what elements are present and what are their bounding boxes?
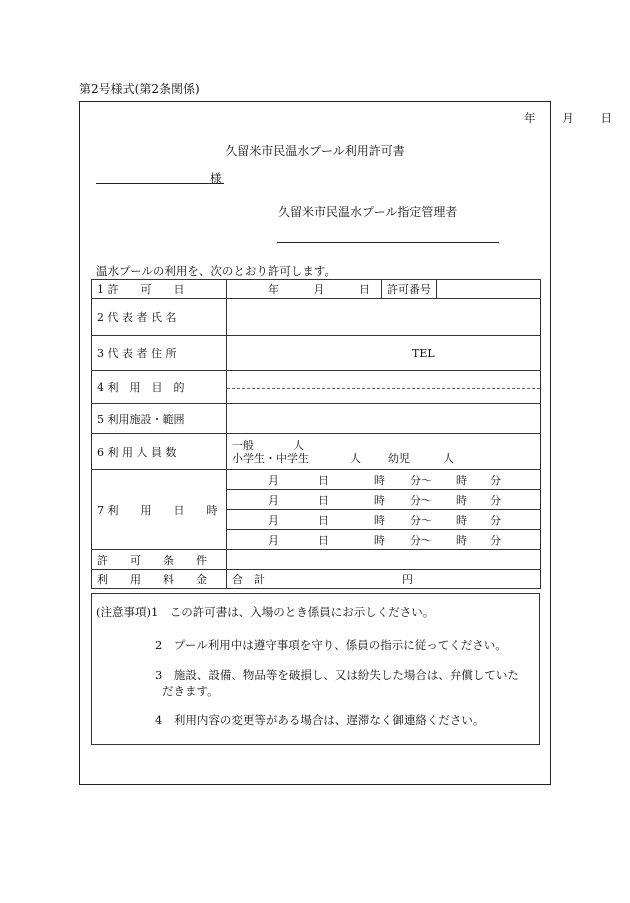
note-3: 3 施設、設備、物品等を破損し、又は紛失した場合は、弁償していた bbox=[155, 668, 519, 682]
note-1: (注意事項)1 この許可書は、入場のとき係員にお示しください。 bbox=[96, 605, 435, 619]
note-2: 2 プール利用中は遵守事項を守り、係員の指示に従ってください。 bbox=[155, 638, 507, 652]
slot-day: 日 bbox=[318, 493, 329, 507]
slot-hour-to: 時 bbox=[456, 533, 467, 547]
form-number: 第2号様式(第2条関係) bbox=[79, 82, 200, 96]
day-label: 日 bbox=[600, 111, 612, 125]
schedule-slot-2[interactable] bbox=[227, 490, 541, 510]
table-row bbox=[92, 371, 541, 404]
table-row bbox=[92, 404, 541, 434]
facility-label: 5 利用施設・範囲 bbox=[92, 404, 227, 434]
slot-minute-from: 分～ bbox=[410, 493, 432, 507]
permit-date-label: 1 許 可 日 bbox=[92, 280, 227, 299]
permit-number-field[interactable] bbox=[437, 280, 541, 299]
facility-field[interactable] bbox=[227, 404, 541, 434]
note-3-continued: だきます。 bbox=[162, 684, 219, 698]
purpose-field[interactable] bbox=[227, 371, 541, 404]
issuer-name: 久留米市民温水プール指定管理者 bbox=[278, 205, 458, 219]
schedule-label: 7 利 用 日 時 bbox=[92, 470, 227, 550]
slot-month: 月 bbox=[268, 513, 279, 527]
note-4: 4 利用内容の変更等がある場合は、遅滞なく御連絡ください。 bbox=[155, 713, 485, 727]
permit-table bbox=[91, 279, 541, 589]
slot-hour: 時 bbox=[374, 493, 385, 507]
people-general-label: 一般 bbox=[232, 438, 254, 452]
permit-month: 月 bbox=[313, 283, 325, 296]
permit-day: 日 bbox=[359, 283, 370, 296]
slot-month: 月 bbox=[268, 533, 279, 547]
year-label: 年 bbox=[524, 111, 536, 125]
notes-box bbox=[91, 593, 540, 745]
people-field[interactable] bbox=[227, 434, 541, 470]
purpose-label: 4 利 用 目 的 bbox=[92, 371, 227, 404]
slot-hour-to: 時 bbox=[456, 513, 467, 527]
permit-number-label: 許可番号 bbox=[382, 280, 437, 299]
table-row bbox=[92, 550, 541, 570]
table-row bbox=[92, 299, 541, 336]
issue-date bbox=[524, 110, 612, 126]
people-students-unit: 人 bbox=[350, 451, 361, 465]
table-row bbox=[92, 434, 541, 470]
slot-minute-to: 分 bbox=[490, 513, 501, 527]
slot-month: 月 bbox=[268, 473, 279, 487]
slot-minute-to: 分 bbox=[490, 473, 501, 487]
tel-label: TEL bbox=[412, 346, 435, 360]
permit-date-field[interactable] bbox=[227, 280, 382, 299]
schedule-slot-3[interactable] bbox=[227, 510, 541, 530]
people-general-unit: 人 bbox=[293, 438, 304, 452]
month-label: 月 bbox=[562, 111, 574, 125]
people-infants-label: 幼児 bbox=[388, 451, 410, 465]
schedule-slot-4[interactable] bbox=[227, 530, 541, 550]
representative-address-field[interactable] bbox=[227, 336, 541, 371]
conditions-field[interactable] bbox=[227, 550, 541, 570]
slot-month: 月 bbox=[268, 493, 279, 507]
table-row bbox=[92, 336, 541, 371]
people-infants-unit: 人 bbox=[443, 451, 454, 465]
permit-year: 年 bbox=[268, 283, 279, 296]
slot-minute-from: 分～ bbox=[410, 513, 432, 527]
conditions-label: 許 可 条 件 bbox=[92, 550, 227, 570]
slot-day: 日 bbox=[318, 473, 329, 487]
slot-hour: 時 bbox=[374, 473, 385, 487]
schedule-slot-1[interactable] bbox=[227, 470, 541, 490]
people-students-label: 小学生・中学生 bbox=[232, 451, 309, 465]
table-row bbox=[92, 470, 541, 490]
document-title: 久留米市民温水プール利用許可書 bbox=[225, 144, 405, 158]
fee-unit: 円 bbox=[402, 573, 413, 586]
slot-day: 日 bbox=[318, 513, 329, 527]
table-row bbox=[92, 280, 541, 299]
fee-total-label: 合 計 bbox=[232, 573, 265, 586]
slot-minute-to: 分 bbox=[490, 493, 501, 507]
purpose-divider bbox=[227, 388, 540, 389]
table-row bbox=[92, 570, 541, 589]
slot-hour: 時 bbox=[374, 533, 385, 547]
intro-text: 温水プールの利用を、次のとおり許可します。 bbox=[96, 264, 337, 278]
slot-minute-from: 分～ bbox=[410, 533, 432, 547]
fee-field[interactable] bbox=[227, 570, 541, 589]
slot-minute-to: 分 bbox=[490, 533, 501, 547]
people-label: 6 利 用 人 員 数 bbox=[92, 434, 227, 470]
slot-hour: 時 bbox=[374, 513, 385, 527]
representative-name-label: 2 代 表 者 氏 名 bbox=[92, 299, 227, 336]
issuer-signature-line[interactable] bbox=[277, 242, 499, 243]
representative-address-label: 3 代 表 者 住 所 bbox=[92, 336, 227, 371]
recipient-name-line[interactable] bbox=[96, 183, 224, 184]
slot-minute-from: 分～ bbox=[410, 473, 432, 487]
slot-hour-to: 時 bbox=[456, 473, 467, 487]
slot-hour-to: 時 bbox=[456, 493, 467, 507]
fee-label: 利 用 料 金 bbox=[92, 570, 227, 589]
representative-name-field[interactable] bbox=[227, 299, 541, 336]
slot-day: 日 bbox=[318, 533, 329, 547]
recipient-suffix: 様 bbox=[210, 171, 222, 185]
